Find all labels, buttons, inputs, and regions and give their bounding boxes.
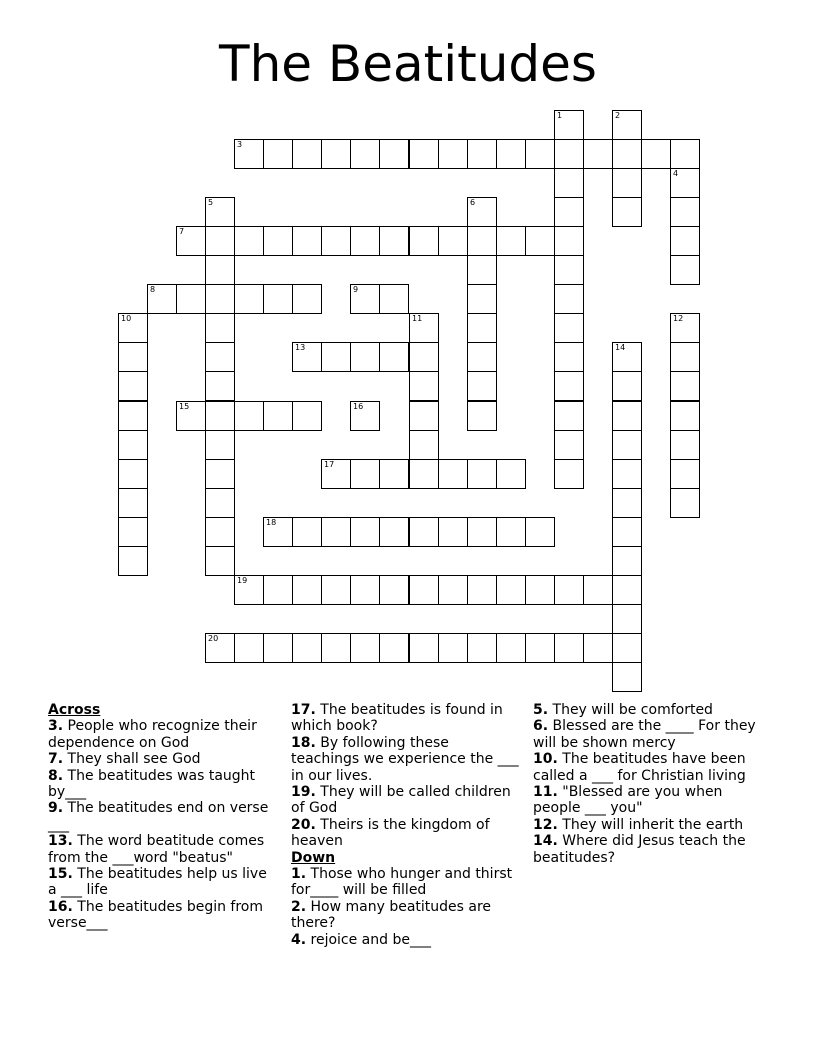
crossword-cell[interactable] [118,342,148,372]
crossword-cell[interactable] [263,517,293,547]
clue-text: Theirs is the kingdom of heaven [291,816,490,850]
crossword-cell[interactable] [554,342,584,372]
cell-number: 2 [615,111,621,120]
crossword-cell[interactable] [670,459,700,489]
across-header: Across [48,702,101,718]
clue-across-7 [48,751,276,767]
crossword-cell[interactable] [350,517,380,547]
crossword-cell[interactable] [583,575,613,605]
crossword-cell[interactable] [292,342,322,372]
crossword-cell[interactable] [350,633,380,663]
clue-text: How many beatitudes are there? [291,898,492,932]
clue-down-1 [291,866,519,899]
cell-number: 4 [673,169,679,178]
cell-number: 14 [615,343,626,352]
crossword-cell[interactable] [496,575,526,605]
clue-number: 14. [533,833,558,850]
clue-number: 1. [291,866,307,883]
clue-across-13 [48,833,276,866]
crossword-cell[interactable] [292,575,322,605]
clue-number: 4. [291,931,307,948]
crossword-cell[interactable] [554,401,584,431]
crossword-cell[interactable] [438,633,468,663]
crossword-cell[interactable] [234,139,264,169]
crossword-cell[interactable] [321,633,351,663]
clue-number: 20. [291,816,316,833]
crossword-cell[interactable] [583,633,613,663]
crossword-cell[interactable] [263,575,293,605]
crossword-cell[interactable] [612,342,642,372]
clue-number: 19. [291,784,316,801]
crossword-cell[interactable] [205,255,235,285]
crossword-cell[interactable] [612,575,642,605]
cell-number: 12 [673,314,684,323]
clue-text: "Blessed are you when people ___ you" [533,784,723,817]
crossword-cell[interactable] [612,168,642,198]
crossword-cell[interactable] [176,284,206,314]
clue-text: The beatitudes help us live a ___ life [48,866,267,899]
crossword-cell[interactable] [263,139,293,169]
crossword-cell[interactable] [467,255,497,285]
crossword-cell[interactable] [554,371,584,401]
crossword-cell[interactable] [321,575,351,605]
clue-across-20 [291,817,519,850]
clue-across-19 [291,784,519,817]
crossword-cell[interactable] [467,197,497,227]
clue-number: 13. [48,833,73,850]
crossword-cell[interactable] [205,488,235,518]
crossword-cell[interactable] [467,313,497,343]
crossword-cell[interactable] [670,168,700,198]
crossword-cell[interactable] [670,342,700,372]
clue-number: 10. [533,751,558,768]
clue-number: 7. [48,751,64,768]
crossword-cell[interactable] [292,139,322,169]
crossword-cell[interactable] [321,139,351,169]
crossword-cell[interactable] [321,226,351,256]
crossword-cell[interactable] [118,313,148,343]
clue-text: The beatitudes have been called a ___ for Christian living [533,751,746,784]
clue-column-1 [48,702,276,932]
crossword-cell[interactable] [205,197,235,227]
crossword-cell[interactable] [496,633,526,663]
crossword-cell[interactable] [350,401,380,431]
crossword-cell[interactable] [670,255,700,285]
clue-text: rejoice and be___ [310,931,431,948]
crossword-cell[interactable] [467,284,497,314]
crossword-cell[interactable] [612,110,642,140]
clue-number: 16. [48,898,73,915]
crossword-cell[interactable] [496,517,526,547]
cell-number: 17 [324,460,335,469]
clue-text: The beatitudes is found in which book? [291,702,503,735]
cell-number: 9 [353,285,359,294]
clue-down-4 [291,932,519,948]
crossword-cell[interactable] [379,575,409,605]
crossword-cell[interactable] [467,459,497,489]
crossword-cell[interactable] [350,226,380,256]
crossword-cell[interactable] [496,459,526,489]
crossword-cell[interactable] [205,371,235,401]
crossword-cell[interactable] [176,401,206,431]
clue-across-18 [291,735,519,784]
crossword-cell[interactable] [612,546,642,576]
clue-number: 2. [291,898,307,915]
crossword-cell[interactable] [409,313,439,343]
crossword-cell[interactable] [670,488,700,518]
clue-across-3 [48,718,276,751]
crossword-cell[interactable] [292,284,322,314]
crossword-cell[interactable] [205,342,235,372]
crossword-cell[interactable] [554,110,584,140]
crossword-cell[interactable] [641,139,671,169]
crossword-cell[interactable] [118,401,148,431]
crossword-cell[interactable] [554,168,584,198]
crossword-cell[interactable] [438,517,468,547]
clue-text: The word beatitude comes from the ___word "beatus" [48,833,265,866]
clue-number: 15. [48,866,73,883]
crossword-cell[interactable] [292,517,322,547]
clue-number: 11. [533,784,558,801]
clue-column-3 [533,702,769,866]
crossword-cell[interactable] [321,517,351,547]
cell-number: 8 [150,285,156,294]
down-header: Down [291,849,336,866]
cell-number: 16 [353,402,364,411]
crossword-cell[interactable] [321,342,351,372]
crossword-cell[interactable] [554,255,584,285]
clue-text: The beatitudes was taught by___ [48,767,256,801]
crossword-cell[interactable] [438,226,468,256]
crossword-cell[interactable] [612,488,642,518]
clue-text: The beatitudes end on verse ___ [48,800,269,833]
cell-number: 6 [470,198,476,207]
clue-text: They will be called children of God [291,784,511,817]
crossword-cell[interactable] [554,284,584,314]
crossword-cell[interactable] [670,401,700,431]
crossword-cell[interactable] [670,226,700,256]
crossword-cell[interactable] [205,401,235,431]
crossword-cell[interactable] [379,342,409,372]
crossword-cell[interactable] [525,139,555,169]
crossword-cell[interactable] [554,633,584,663]
crossword-cell[interactable] [409,226,439,256]
clue-number: 8. [48,767,64,784]
crossword-cell[interactable] [118,488,148,518]
cell-number: 10 [121,314,132,323]
clue-down-14 [533,833,769,866]
clue-across-16 [48,899,276,932]
clue-text: By following these teachings we experience the ___ in our lives. [291,734,519,784]
crossword-cell[interactable] [205,546,235,576]
crossword-cell[interactable] [525,226,555,256]
crossword-cell[interactable] [612,604,642,634]
clue-across-8 [48,768,276,801]
clue-text: Those who hunger and thirst for____ will be filled [291,866,513,899]
cell-number: 13 [295,343,306,352]
crossword-cell[interactable] [292,633,322,663]
clue-across-15 [48,866,276,899]
crossword-cell[interactable] [467,139,497,169]
crossword-cell[interactable] [379,139,409,169]
crossword-cell[interactable] [205,284,235,314]
clue-text: They will be comforted [552,702,713,718]
crossword-cell[interactable] [409,371,439,401]
crossword-cell[interactable] [263,226,293,256]
crossword-cell[interactable] [409,430,439,460]
crossword-cell[interactable] [263,284,293,314]
crossword-cell[interactable] [525,575,555,605]
crossword-cell[interactable] [670,313,700,343]
crossword-cell[interactable] [467,517,497,547]
cell-number: 15 [179,402,190,411]
cell-number: 18 [266,518,277,527]
crossword-cell[interactable] [438,459,468,489]
cell-number: 11 [412,314,423,323]
clue-down-2 [291,899,519,932]
clue-text: They will inherit the earth [562,816,744,833]
clue-number: 17. [291,702,316,718]
cell-number: 20 [208,634,219,643]
crossword-cell[interactable] [292,226,322,256]
crossword-cell[interactable] [234,575,264,605]
cell-number: 3 [237,140,243,149]
page-title: The Beatitudes [219,35,597,93]
crossword-cell[interactable] [234,633,264,663]
crossword-cell[interactable] [409,342,439,372]
clue-down-10 [533,751,769,784]
crossword-cell[interactable] [612,633,642,663]
crossword-cell[interactable] [612,517,642,547]
clue-number: 12. [533,816,558,833]
crossword-cell[interactable] [409,517,439,547]
cell-number: 1 [557,111,563,120]
clue-text: Where did Jesus teach the beatitudes? [533,833,746,866]
clue-number: 18. [291,734,316,751]
crossword-cell[interactable] [467,575,497,605]
crossword-cell[interactable] [612,139,642,169]
clue-number: 3. [48,718,64,735]
clue-number: 5. [533,702,549,718]
crossword-cell[interactable] [350,284,380,314]
crossword-cell[interactable] [409,575,439,605]
crossword-cell[interactable] [409,401,439,431]
crossword-cell[interactable] [234,401,264,431]
cell-number: 7 [179,227,185,236]
crossword-cell[interactable] [612,662,642,692]
crossword-cell[interactable] [554,459,584,489]
crossword-cell[interactable] [670,139,700,169]
crossword-cell[interactable] [467,342,497,372]
crossword-cell[interactable] [205,459,235,489]
crossword-cell[interactable] [292,401,322,431]
crossword-cell[interactable] [496,226,526,256]
crossword-cell[interactable] [467,226,497,256]
crossword-cell[interactable] [379,284,409,314]
crossword-cell[interactable] [554,197,584,227]
crossword-cell[interactable] [350,139,380,169]
clue-down-12 [533,817,769,833]
crossword-cell[interactable] [118,517,148,547]
crossword-cell[interactable] [670,430,700,460]
crossword-cell[interactable] [525,517,555,547]
clue-down-6 [533,718,769,751]
crossword-cell[interactable] [379,459,409,489]
crossword-cell[interactable] [118,459,148,489]
clue-text: People who recognize their dependence on God [48,718,257,751]
crossword-cell[interactable] [612,430,642,460]
crossword-cell[interactable] [350,342,380,372]
clue-text: Blessed are the ____ For they will be shown mercy [533,718,756,751]
crossword-cell[interactable] [118,371,148,401]
crossword-cell[interactable] [438,139,468,169]
crossword-cell[interactable] [234,284,264,314]
crossword-cell[interactable] [467,401,497,431]
clue-down-11 [533,784,769,817]
clue-number: 9. [48,800,64,817]
crossword-cell[interactable] [409,633,439,663]
clue-text: The beatitudes begin from verse___ [48,898,263,932]
crossword-cell[interactable] [496,139,526,169]
crossword-cell[interactable] [554,139,584,169]
cell-number: 5 [208,198,214,207]
crossword-cell[interactable] [379,633,409,663]
crossword-cell[interactable] [554,226,584,256]
cell-number: 19 [237,576,248,585]
crossword-cell[interactable] [205,430,235,460]
crossword-cell[interactable] [263,633,293,663]
crossword-cell[interactable] [205,633,235,663]
crossword-cell[interactable] [670,197,700,227]
crossword-cell[interactable] [379,226,409,256]
crossword-cell[interactable] [350,575,380,605]
crossword-cell[interactable] [321,459,351,489]
crossword-cell[interactable] [118,546,148,576]
crossword-cell[interactable] [554,575,584,605]
crossword-cell[interactable] [409,459,439,489]
crossword-cell[interactable] [205,517,235,547]
crossword-cell[interactable] [118,430,148,460]
crossword-cell[interactable] [554,430,584,460]
crossword-cell[interactable] [379,517,409,547]
crossword-cell[interactable] [438,575,468,605]
crossword-cell[interactable] [147,284,177,314]
crossword-cell[interactable] [670,371,700,401]
crossword-cell[interactable] [554,313,584,343]
clue-across-17 [291,702,519,735]
crossword-cell[interactable] [583,139,613,169]
crossword-cell[interactable] [612,371,642,401]
clue-column-2 [291,702,519,948]
clue-number: 6. [533,718,549,735]
clue-text: They shall see God [67,751,201,768]
clue-across-9 [48,800,276,833]
crossword-cell[interactable] [234,226,264,256]
crossword-cell[interactable] [205,313,235,343]
crossword-cell[interactable] [467,633,497,663]
crossword-cell[interactable] [263,401,293,431]
crossword-cell[interactable] [350,459,380,489]
crossword-cell[interactable] [176,226,206,256]
clue-down-5 [533,702,769,718]
crossword-cell[interactable] [205,226,235,256]
crossword-cell[interactable] [612,401,642,431]
crossword-cell[interactable] [612,459,642,489]
crossword-cell[interactable] [612,197,642,227]
crossword-cell[interactable] [409,139,439,169]
crossword-cell[interactable] [525,633,555,663]
crossword-cell[interactable] [467,371,497,401]
